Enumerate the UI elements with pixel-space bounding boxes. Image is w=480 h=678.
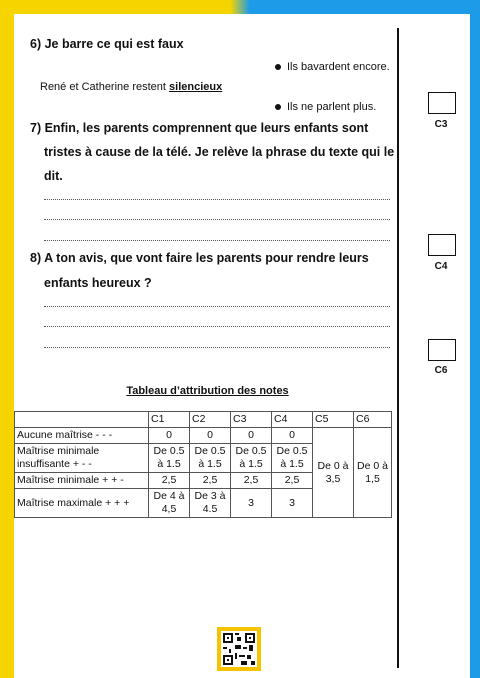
row-label: Maîtrise maximale + + + (15, 489, 149, 518)
table-cell: De 0.5 à 1.5 (272, 444, 313, 473)
table-cell: De 4 à 4,5 (149, 489, 190, 518)
bullet-icon (275, 104, 281, 110)
table-cell: 0 (272, 428, 313, 444)
table-cell: De 0.5 à 1.5 (190, 444, 231, 473)
header-c3: C3 (231, 412, 272, 428)
table-cell: 2,5 (190, 473, 231, 489)
table-row (15, 428, 392, 444)
table-cell: 3 (272, 489, 313, 518)
row-label: Maîtrise minimale + + - (15, 473, 149, 489)
table-cell: 2,5 (149, 473, 190, 489)
row-label: Maîtrise minimale insuffisante + - - (15, 444, 149, 473)
answer-line[interactable] (44, 219, 390, 220)
q7-line-1: 7) Enfin, les parents comprennent que leurs enfants sont (30, 121, 369, 135)
table-cell: 2,5 (272, 473, 313, 489)
table-cell: 0 (190, 428, 231, 444)
c6-range-cell: De 0 à 1,5 (354, 428, 392, 518)
table-cell: 0 (231, 428, 272, 444)
grading-table (14, 411, 392, 518)
margin-divider (397, 28, 399, 668)
header-c6: C6 (354, 412, 392, 428)
c5-range-cell: De 0 à 3,5 (313, 428, 354, 518)
table-corner-cell (15, 412, 149, 428)
q8-line-1: 8) A ton avis, que vont faire les parents pour rendre leurs (30, 251, 369, 265)
table-cell: De 0.5 à 1.5 (231, 444, 272, 473)
table-cell: 3 (231, 489, 272, 518)
answer-line[interactable] (44, 326, 390, 327)
header-c5: C5 (313, 412, 354, 428)
table-cell: De 0.5 à 1.5 (149, 444, 190, 473)
table-header-row (15, 412, 392, 428)
header-c1: C1 (149, 412, 190, 428)
table-cell: De 3 à 4.5 (190, 489, 231, 518)
qr-code-icon[interactable] (217, 627, 261, 671)
answer-line[interactable] (44, 199, 390, 200)
score-box-c4[interactable] (428, 234, 456, 256)
score-box-c3[interactable] (428, 92, 456, 114)
q7-line-3: dit. (44, 169, 63, 183)
q7-line-2: tristes à cause de la télé. Je relève la phrase du texte qui le (44, 145, 395, 159)
header-c2: C2 (190, 412, 231, 428)
score-label-c6: C6 (434, 365, 448, 376)
table-cell: 0 (149, 428, 190, 444)
score-box-c6[interactable] (428, 339, 456, 361)
table-cell: 2,5 (231, 473, 272, 489)
answer-line[interactable] (44, 347, 390, 348)
score-label-c3: C3 (434, 119, 448, 130)
q6-key-word: silencieux (169, 81, 223, 93)
row-label: Aucune maîtrise - - - (15, 428, 149, 444)
table-title: Tableau d’attribution des notes (126, 385, 289, 397)
q8-line-2: enfants heureux ? (44, 276, 152, 290)
score-label-c4: C4 (434, 261, 448, 272)
worksheet-page (14, 14, 470, 678)
q6-title: 6) Je barre ce qui est faux (30, 37, 184, 51)
q6-option-1[interactable]: Ils bavardent encore. (275, 61, 390, 73)
q6-option-2[interactable]: Ils ne parlent plus. (275, 101, 376, 113)
header-c4: C4 (272, 412, 313, 428)
answer-line[interactable] (44, 240, 390, 241)
bullet-icon (275, 64, 281, 70)
answer-line[interactable] (44, 306, 390, 307)
q6-sentence: René et Catherine restent silencieux (40, 81, 223, 93)
